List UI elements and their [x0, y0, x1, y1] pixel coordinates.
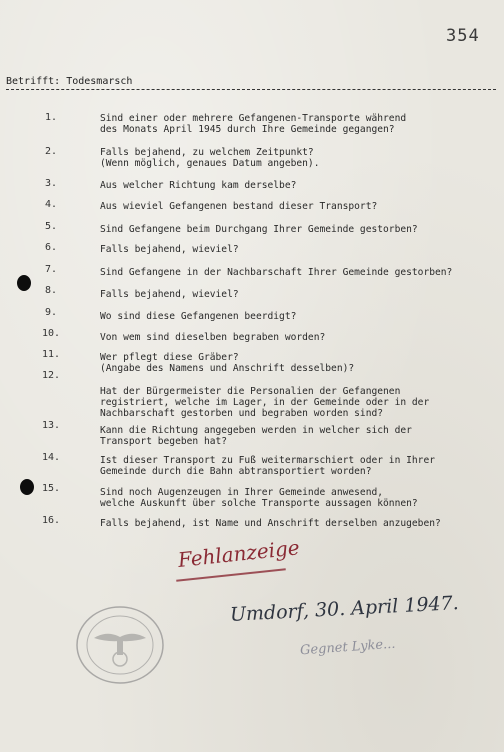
- question-number: 9.: [44, 307, 58, 318]
- question-number: 12.: [41, 370, 61, 381]
- question-number: 10.: [41, 328, 61, 339]
- question-number: 15.: [41, 483, 61, 494]
- question-text: Falls bejahend, zu welchem Zeitpunkt? (Wenn möglich, genaues Datum angeben).: [100, 147, 320, 169]
- betreff-label: Betrifft: Todesmarsch: [6, 76, 133, 87]
- question-text: Sind Gefangene in der Nachbarschaft Ihrer Gemeinde gestorben?: [100, 267, 453, 278]
- question-text: Aus wieviel Gefangenen bestand dieser Transport?: [100, 201, 378, 212]
- question-number: 2.: [44, 146, 58, 157]
- question-number: 16.: [41, 515, 61, 526]
- punch-hole: [17, 275, 31, 291]
- question-text: Sind einer oder mehrere Gefangenen-Transporte während des Monats April 1945 durch Ihre Gemeinde gegangen?: [100, 113, 407, 135]
- answer-stamp: Fehlanzeige: [176, 535, 301, 572]
- question-number: 14.: [41, 452, 61, 463]
- question-text: Falls bejahend, wieviel?: [100, 289, 239, 300]
- question-text: Sind noch Augenzeugen in Ihrer Gemeinde anwesend, welche Auskunft über solche Transporte aussagen können?: [100, 487, 418, 509]
- question-text: Aus welcher Richtung kam derselbe?: [100, 180, 297, 191]
- question-text: Hat der Bürgermeister die Personalien der Gefangenen registriert, welche im Lager, in der Gemeinde oder in der Nachbarschaft gestorben und begraben worden sind?: [100, 386, 430, 419]
- signature: Gegnet Lyke...: [299, 636, 396, 659]
- question-text: Wer pflegt diese Gräber? (Angabe des Namens und Anschrift desselben)?: [100, 352, 355, 374]
- question-text: Von wem sind dieselben begraben worden?: [100, 332, 326, 343]
- question-text: Kann die Richtung angegeben werden in welcher sich der Transport begeben hat?: [100, 425, 412, 447]
- question-text: Sind Gefangene beim Durchgang Ihrer Gemeinde gestorben?: [100, 224, 418, 235]
- question-number: 7.: [44, 264, 58, 275]
- betreff-line: [6, 76, 496, 96]
- question-number: 11.: [41, 349, 61, 360]
- question-text: Wo sind diese Gefangenen beerdigt?: [100, 311, 297, 322]
- question-text: Falls bejahend, ist Name und Anschrift derselben anzugeben?: [100, 518, 441, 529]
- dashed-rule: [6, 89, 496, 90]
- page-number: 354: [446, 26, 480, 46]
- question-number: 13.: [41, 420, 61, 431]
- question-number: 3.: [44, 178, 58, 189]
- question-number: 4.: [44, 199, 58, 210]
- question-number: 8.: [44, 285, 58, 296]
- place-date: Umdorf, 30. April 1947.: [229, 592, 460, 626]
- punch-hole: [20, 479, 34, 495]
- question-number: 6.: [44, 242, 58, 253]
- question-text: Falls bejahend, wieviel?: [100, 244, 239, 255]
- official-seal: [74, 604, 166, 686]
- question-text: Ist dieser Transport zu Fuß weitermarschiert oder in Ihrer Gemeinde durch die Bahn abtransportiert worden?: [100, 455, 436, 477]
- question-number: 1.: [44, 112, 58, 123]
- question-number: 5.: [44, 221, 58, 232]
